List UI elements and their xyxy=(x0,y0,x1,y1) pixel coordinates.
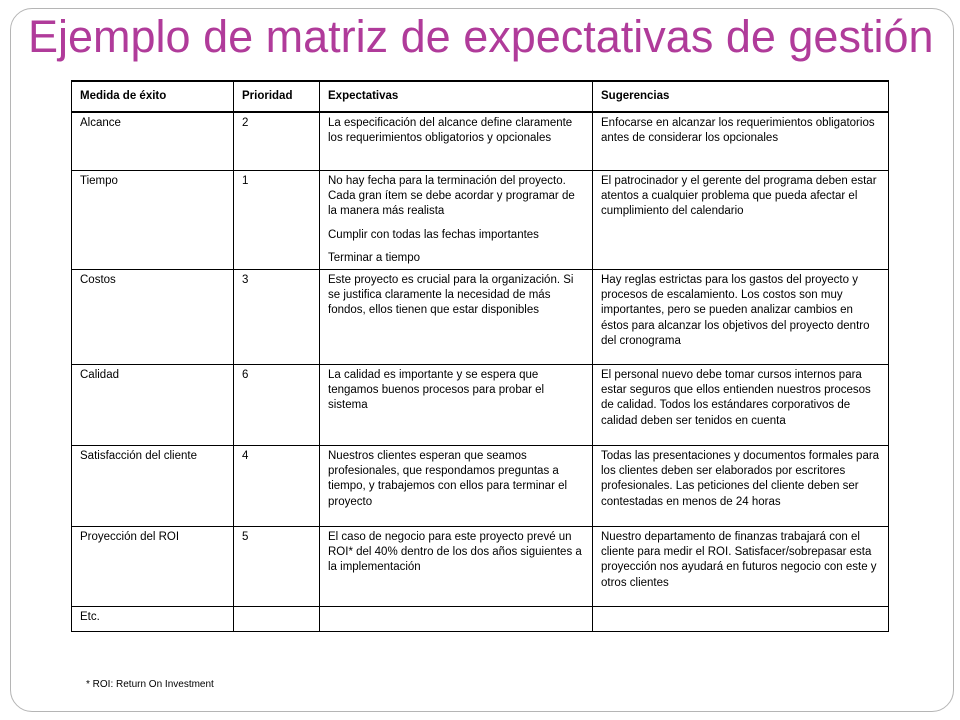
footnote: * ROI: Return On Investment xyxy=(86,679,214,690)
table-row xyxy=(72,365,889,446)
cell-expectativas xyxy=(320,365,593,446)
expectativa-text: Cumplir con todas las fechas importantes xyxy=(328,228,539,241)
cell-expectativas xyxy=(320,270,593,365)
cell-sugerencias: El personal nuevo debe tomar cursos internos para estar seguros que ellos entienden nuestros procesos de calidad. Todos los estándares corporativos de calidad deben ser tenidos en cuenta xyxy=(593,365,889,446)
cell-prioridad: 6 xyxy=(234,365,320,446)
table-row xyxy=(72,607,889,632)
cell-criterio: Tiempo xyxy=(72,171,234,270)
cell-sugerencias: Enfocarse en alcanzar los requerimientos obligatorios antes de considerar los opcionales xyxy=(593,112,889,171)
cell-prioridad: 5 xyxy=(234,527,320,607)
cell-prioridad: 1 xyxy=(234,171,320,270)
cell-sugerencias: Todas las presentaciones y documentos formales para los clientes deben ser elaborados por escritores profesionales. Las peticiones del cliente deben ser contestadas en menos de 24 horas xyxy=(593,446,889,527)
table-row xyxy=(72,171,889,270)
header-sugerencias: Sugerencias xyxy=(593,81,889,112)
expectations-matrix-table xyxy=(71,80,889,632)
expectativa-text: Este proyecto es crucial para la organización. Si se justifica claramente la necesidad de más fondos, ellos tienen que estar disponibles xyxy=(328,274,574,317)
cell-expectativas xyxy=(320,607,593,632)
cell-prioridad xyxy=(234,607,320,632)
table-header-row xyxy=(72,81,889,112)
cell-sugerencias: Hay reglas estrictas para los gastos del proyecto y procesos de escalamiento. Los costos son muy importantes, pero se pueden analizar cambios en éstos para alcanzar los objetivos del proyecto dentro del cronograma xyxy=(593,270,889,365)
cell-criterio: Calidad xyxy=(72,365,234,446)
cell-prioridad: 2 xyxy=(234,112,320,171)
table-row xyxy=(72,270,889,365)
table-row xyxy=(72,527,889,607)
expectativa-text: La calidad es importante y se espera que tengamos buenos procesos para probar el sistema xyxy=(328,369,545,412)
expectativa-text: El caso de negocio para este proyecto prevé un ROI* del 40% dentro de los dos años siguientes a la implementación xyxy=(328,531,582,574)
cell-criterio: Satisfacción del cliente xyxy=(72,446,234,527)
cell-criterio: Alcance xyxy=(72,112,234,171)
expectativa-text: La especificación del alcance define claramente los requerimientos obligatorios y opcionales xyxy=(328,117,573,145)
cell-sugerencias: Nuestro departamento de finanzas trabajará con el cliente para medir el ROI. Satisfacer/sobrepasar esta proyección nos ayudará en futuros negocio con este y otros clientes xyxy=(593,527,889,607)
cell-prioridad: 3 xyxy=(234,270,320,365)
header-medida-exito: Medida de éxito xyxy=(72,81,234,112)
cell-expectativas xyxy=(320,527,593,607)
cell-criterio: Costos xyxy=(72,270,234,365)
cell-expectativas xyxy=(320,112,593,171)
cell-sugerencias xyxy=(593,607,889,632)
cell-prioridad: 4 xyxy=(234,446,320,527)
header-prioridad: Prioridad xyxy=(234,81,320,112)
header-expectativas: Expectativas xyxy=(320,81,593,112)
cell-criterio: Etc. xyxy=(72,607,234,632)
expectativa-text: Terminar a tiempo xyxy=(328,251,421,264)
cell-criterio: Proyección del ROI xyxy=(72,527,234,607)
cell-expectativas xyxy=(320,446,593,527)
table-row xyxy=(72,446,889,527)
expectativa-text: Nuestros clientes esperan que seamos profesionales, que respondamos preguntas a tiempo, y trabajemos con ellos para terminar el proyecto xyxy=(328,450,568,508)
expectativa-text: No hay fecha para la terminación del proyecto. Cada gran ítem se debe acordar y programar de la manera más realista xyxy=(328,175,575,218)
cell-expectativas xyxy=(320,171,593,270)
table-row xyxy=(72,112,889,171)
slide-title: Ejemplo de matriz de expectativas de gestión xyxy=(28,11,934,62)
cell-sugerencias: El patrocinador y el gerente del programa deben estar atentos a cualquier problema que pueda afectar el cumplimiento del calendario xyxy=(593,171,889,270)
